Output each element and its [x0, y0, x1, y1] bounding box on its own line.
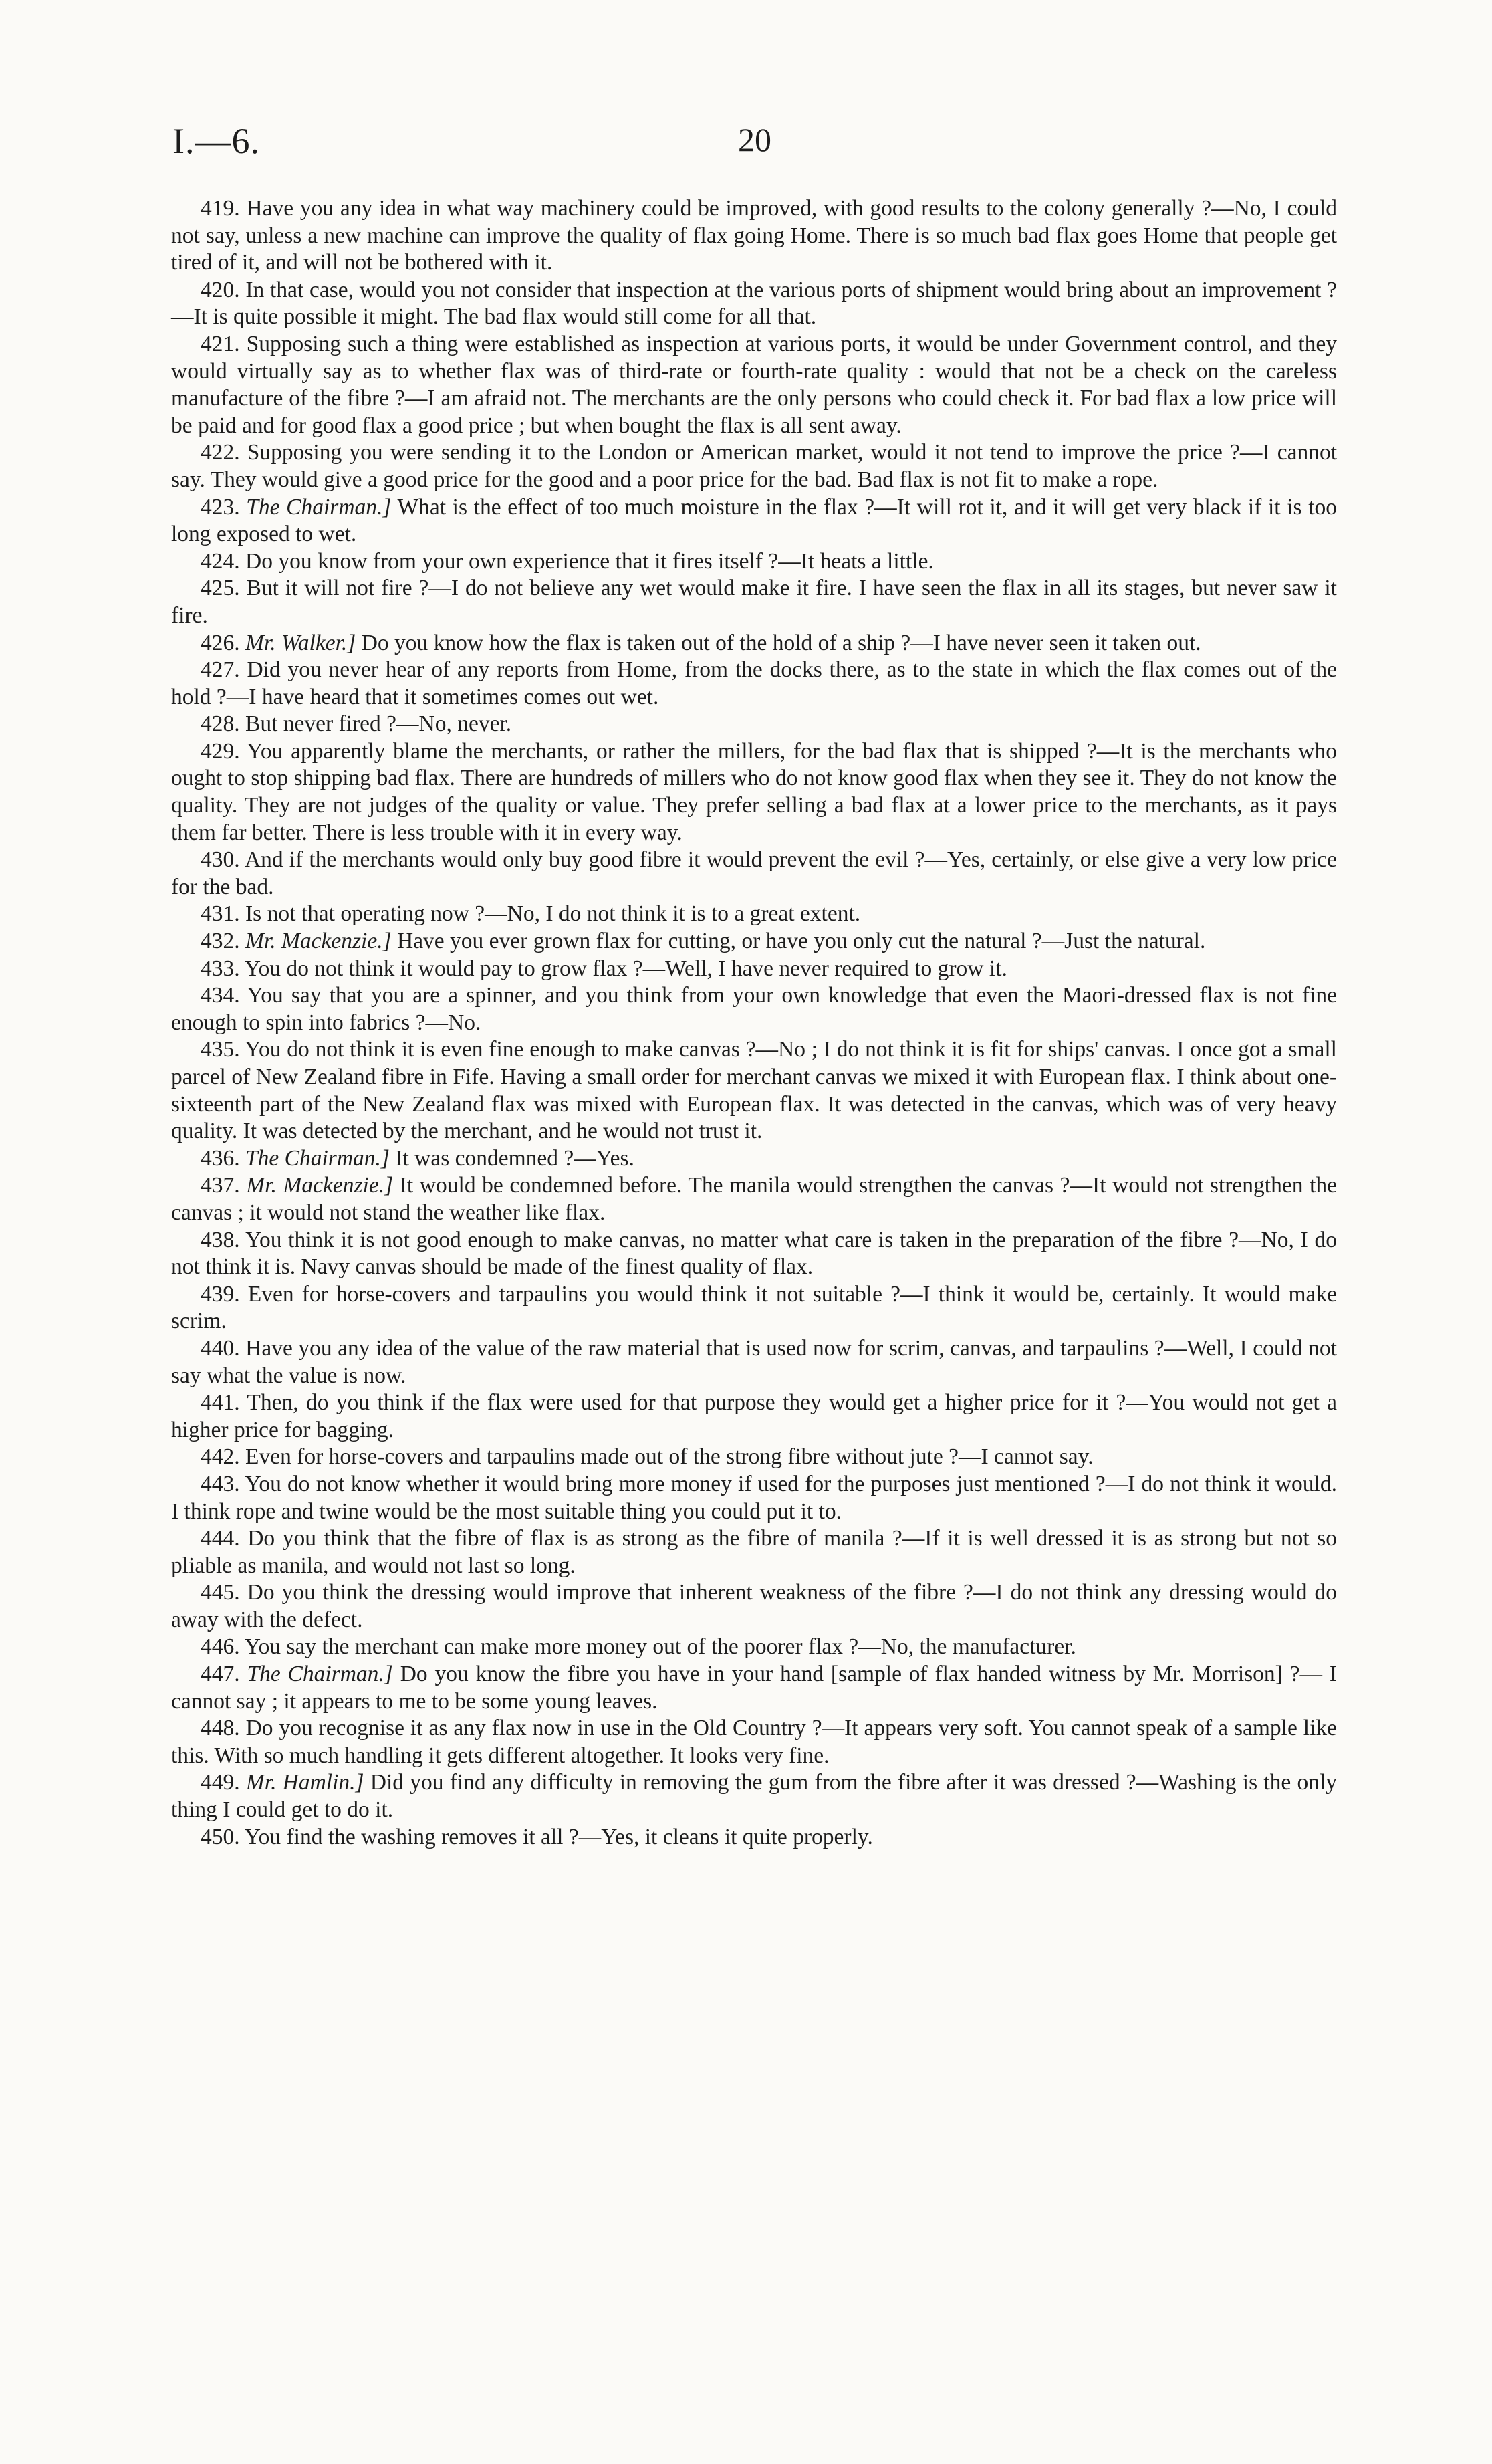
question-answer-text: You say that you are a spinner, and you think from your own knowledge that even the Maori-dressed flax is not fine enough to spin into fabrics ?—No.	[171, 983, 1337, 1035]
question-answer-text: In that case, would you not consider that inspection at the various ports of shipment would bring about an improvement ?—It is quite possible it might. The bad flax would still come for all that.	[171, 277, 1338, 330]
question-answer-text: Even for horse-covers and tarpaulins you would think it not suitable ?—I think it would be, certainly. It would make scrim.	[171, 1281, 1337, 1334]
question-number: 441.	[201, 1390, 240, 1416]
question-number: 427.	[201, 657, 240, 683]
testimony-entry	[171, 331, 1337, 439]
question-answer-text: Did you find any difficulty in removing the gum from the fibre after it was dressed ?—Washing is the only thing I could get to do it.	[171, 1770, 1338, 1823]
testimony-entry	[171, 1444, 1337, 1471]
question-number: 442.	[201, 1444, 240, 1470]
question-answer-text: Then, do you think if the flax were used for that purpose they would get a higher price for it ?—You would not get a higher price for bagging.	[171, 1390, 1337, 1442]
testimony-entry	[171, 1227, 1337, 1281]
testimony-entry	[171, 1715, 1337, 1769]
testimony-entry	[171, 1769, 1337, 1823]
testimony-entry	[171, 1281, 1337, 1335]
testimony-entry	[171, 1145, 1337, 1173]
question-answer-text: Is not that operating now ?—No, I do not think it is to a great extent.	[245, 901, 861, 927]
speaker-name: Mr. Walker.]	[245, 630, 356, 655]
question-answer-text: Do you think that the fibre of flax is as strong as the fibre of manila ?—If it is well dressed it is as strong but not so pliable as manila, and would not last so long.	[171, 1526, 1337, 1578]
testimony-entry	[171, 1525, 1337, 1579]
question-answer-text: You do not think it is even fine enough to make canvas ?—No ; I do not think it is fit for ships' canvas. I once got a small parcel of New Zealand fibre in Fife. Having a small order for merchant canvas we mixed it with European flax. I think about one-sixteenth part of the New Zealand flax was mixed with European flax. It was detected in the canvas, which was of very heavy quality. It was detected by the merchant, and he would not trust it.	[171, 1037, 1337, 1144]
speaker-name: The Chairman.]	[246, 494, 392, 520]
question-number: 422.	[201, 440, 240, 465]
question-answer-text: Do you know from your own experience that it fires itself ?—It heats a little.	[245, 548, 934, 574]
question-answer-text: Do you think the dressing would improve that inherent weakness of the fibre ?—I do not think any dressing would do away with the defect.	[171, 1580, 1338, 1632]
testimony-entry	[171, 1824, 1337, 1852]
question-number: 443.	[201, 1471, 240, 1496]
page-header	[172, 120, 1337, 174]
testimony-entry	[171, 494, 1337, 548]
question-number: 444.	[201, 1526, 240, 1551]
testimony-entry	[171, 630, 1337, 657]
speaker-name: Mr. Hamlin.]	[245, 1770, 364, 1795]
testimony-entry	[171, 1036, 1337, 1145]
testimony-entry	[171, 657, 1337, 711]
speaker-name: The Chairman.]	[247, 1662, 393, 1687]
question-number: 421.	[201, 331, 240, 356]
question-number: 429.	[201, 738, 240, 764]
testimony-entry	[171, 956, 1337, 983]
testimony-entry	[171, 277, 1337, 331]
question-number: 437.	[201, 1173, 240, 1198]
question-number: 431.	[201, 901, 240, 927]
question-answer-text: And if the merchants would only buy good fibre it would prevent the evil ?—Yes, certainly, or else give a very low price for the bad.	[171, 847, 1337, 899]
question-number: 433.	[201, 956, 240, 981]
speaker-name: The Chairman.]	[245, 1145, 390, 1171]
question-number: 450.	[201, 1824, 240, 1850]
testimony-entry	[171, 1335, 1337, 1389]
question-answer-text: Have you any idea of the value of the raw material that is used now for scrim, canvas, and tarpaulins ?—Well, I could not say what the value is now.	[171, 1335, 1337, 1388]
question-answer-text: Do you know the fibre you have in your hand [sample of flax handed witness by Mr. Morrison] ?— I cannot say ; it appears to me to be some young leaves.	[171, 1662, 1338, 1714]
question-number: 447.	[201, 1662, 240, 1687]
question-number: 426.	[201, 630, 240, 655]
question-number: 430.	[201, 847, 240, 873]
question-answer-text: What is the effect of too much moisture in the flax ?—It will rot it, and it will get very black if it is too long exposed to wet.	[171, 494, 1337, 547]
testimony-entry	[171, 575, 1337, 629]
testimony-entry	[171, 901, 1337, 928]
question-answer-text: Even for horse-covers and tarpaulins made out of the strong fibre without jute ?—I cannot say.	[245, 1444, 1094, 1470]
question-number: 449.	[201, 1770, 240, 1795]
question-answer-text: Do you recognise it as any flax now in use in the Old Country ?—It appears very soft. You cannot speak of a sample like this. With so much handling it gets different altogether. It looks very fine.	[171, 1716, 1338, 1768]
question-number: 423.	[201, 494, 240, 520]
question-answer-text: You do not know whether it would bring more money if used for the purposes just mentioned ?—I do not think it would. I think rope and twine would be the most suitable thing you could put it to.	[171, 1471, 1337, 1524]
question-number: 424.	[201, 548, 240, 574]
question-answer-text: But never fired ?—No, never.	[245, 711, 512, 737]
testimony-entry	[171, 548, 1337, 576]
testimony-entry	[171, 195, 1337, 277]
question-answer-text: You find the washing removes it all ?—Yes, it cleans it quite properly.	[244, 1824, 873, 1850]
testimony-entry	[171, 847, 1337, 901]
question-answer-text: But it will not fire ?—I do not believe any wet would make it fire. I have seen the flax in all its stages, but never saw it fire.	[171, 576, 1337, 628]
question-answer-text: You apparently blame the merchants, or rather the millers, for the bad flax that is shipped ?—It is the merchants who ought to stop shipping bad flax. There are hundreds of millers who do not know good flax when they see it. They do not know the quality. They are not judges of the quality or value. They prefer selling a bad flax at a lower price to the merchants, as it pays them far better. There is less trouble with it in every way.	[171, 738, 1338, 845]
speaker-name: Mr. Mackenzie.]	[245, 929, 392, 954]
document-reference: I.—6.	[172, 121, 260, 161]
question-answer-text: Have you ever grown flax for cutting, or have you only cut the natural ?—Just the natural.	[397, 929, 1206, 954]
question-number: 432.	[201, 929, 240, 954]
question-number: 428.	[201, 711, 240, 737]
question-number: 445.	[201, 1580, 240, 1605]
question-number: 420.	[201, 277, 240, 302]
testimony-entry	[171, 439, 1337, 493]
question-number: 419.	[201, 196, 240, 221]
question-number: 446.	[201, 1634, 240, 1660]
question-number: 440.	[201, 1335, 240, 1361]
question-answer-text: Have you any idea in what way machinery could be improved, with good results to the colony generally ?—No, I could not say, unless a new machine can improve the quality of flax going Home. There is so much bad flax goes Home that people get tired of it, and will not be bothered with it.	[171, 196, 1337, 275]
testimony-entry	[171, 1661, 1337, 1715]
question-answer-text: Supposing you were sending it to the London or American market, would it not tend to improve the price ?—I cannot say. They would give a good price for the good and a poor price for the bad. Bad flax is not fit to make a rope.	[171, 440, 1338, 492]
testimony-entry	[171, 1579, 1337, 1634]
question-number: 439.	[201, 1281, 240, 1307]
testimony-entry	[171, 1471, 1337, 1525]
testimony-list	[171, 195, 1337, 1851]
question-number: 435.	[201, 1037, 240, 1062]
question-number: 425.	[201, 576, 240, 601]
question-answer-text: It was condemned ?—Yes.	[395, 1145, 634, 1171]
testimony-entry	[171, 1172, 1337, 1226]
question-answer-text: It would be condemned before. The manila would strengthen the canvas ?—It would not strengthen the canvas ; it would not stand the weather like flax.	[171, 1173, 1337, 1225]
speaker-name: Mr. Mackenzie.]	[246, 1173, 394, 1198]
testimony-entry	[171, 928, 1337, 956]
question-number: 434.	[201, 983, 240, 1008]
testimony-entry	[171, 1389, 1337, 1444]
question-number: 438.	[201, 1227, 240, 1252]
question-answer-text: Supposing such a thing were established as inspection at various ports, it would be under Government control, and they would virtually say as to whether flax was of third-rate or fourth-rate quality : would that not be a check on the careless manufacture of the fibre ?—I am afraid not. The merchants are the only persons who could check it. For bad flax a low price will be paid and for good flax a good price ; but when bought the flax is all sent away.	[171, 331, 1338, 438]
question-answer-text: You say the merchant can make more money out of the poorer flax ?—No, the manufacturer.	[244, 1634, 1076, 1660]
testimony-entry	[171, 1634, 1337, 1661]
page-number: 20	[738, 121, 771, 158]
question-number: 436.	[201, 1145, 240, 1171]
question-answer-text: You do not think it would pay to grow flax ?—Well, I have never required to grow it.	[244, 956, 1007, 981]
question-answer-text: You think it is not good enough to make canvas, no matter what care is taken in the preparation of the fibre ?—No, I do not think it is. Navy canvas should be made of the finest quality of flax.	[171, 1227, 1337, 1280]
question-answer-text: Do you know how the flax is taken out of the hold of a ship ?—I have never seen it taken out.	[361, 630, 1201, 655]
question-number: 448.	[201, 1716, 240, 1741]
testimony-entry	[171, 982, 1337, 1036]
question-answer-text: Did you never hear of any reports from Home, from the docks there, as to the state in which the flax comes out of the hold ?—I have heard that it sometimes comes out wet.	[171, 657, 1337, 709]
testimony-entry	[171, 738, 1337, 847]
testimony-entry	[171, 711, 1337, 738]
